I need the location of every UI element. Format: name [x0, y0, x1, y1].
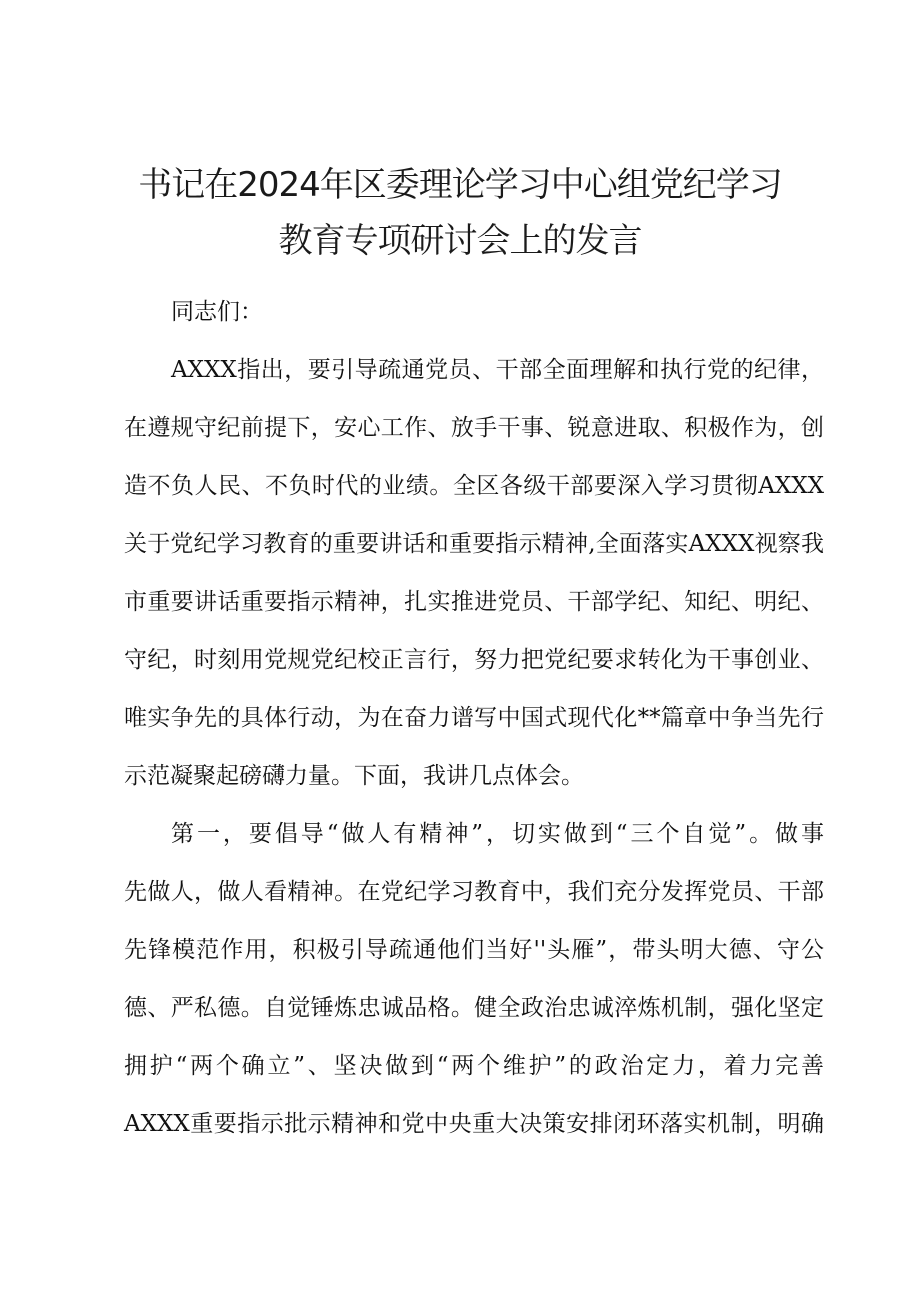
paragraph-line: 造不负人民、不负时代的业绩。全区各级干部要深入学习贯彻AXXX — [124, 473, 824, 499]
paragraph-line: 示范凝聚起磅礴力量。下面，我讲几点体会。 — [124, 763, 584, 789]
paragraph-line: 在遵规守纪前提下，安心工作、放手干事、锐意进取、积极作为，创 — [124, 415, 824, 441]
paragraph-line: 市重要讲话重要指示精神，扎实推进党员、干部学纪、知纪、明纪、 — [124, 589, 824, 615]
paragraph-line: 拥护“两个确立”、坚决做到“两个维护”的政治定力，着力完善 — [124, 1053, 824, 1079]
paragraph-line: 唯实争先的具体行动，为在奋力谱写中国式现代化**篇章中争当先行 — [124, 705, 824, 731]
paragraph-line: 德、严私德。自觉锤炼忠诚品格。健全政治忠诚淬炼机制，强化坚定 — [124, 995, 824, 1021]
document-title-line-1: 书记在2024年区委理论学习中心组党纪学习 — [138, 165, 782, 205]
paragraph-line: 守纪，时刻用党规党纪校正言行，努力把党纪要求转化为干事创业、 — [124, 647, 824, 673]
paragraph-line: 第一，要倡导“做人有精神”，切实做到“三个自觉”。做事 — [171, 821, 824, 847]
salutation: 同志们： — [171, 299, 263, 325]
paragraph-line: AXXX指出，要引导疏通党员、干部全面理解和执行党的纪律， — [171, 357, 824, 383]
paragraph-line: 关于党纪学习教育的重要讲话和重要指示精神,全面落实AXXX视察我 — [124, 531, 824, 557]
paragraph-line: 先锋模范作用，积极引导疏通他们当好''头雁”，带头明大德、守公 — [124, 937, 824, 963]
document-title-line-2: 教育专项研讨会上的发言 — [278, 221, 642, 261]
paragraph-line: 先做人，做人看精神。在党纪学习教育中，我们充分发挥党员、干部 — [124, 879, 824, 905]
paragraph-line: AXXX重要指示批示精神和党中央重大决策安排闭环落实机制，明确 — [124, 1111, 824, 1137]
